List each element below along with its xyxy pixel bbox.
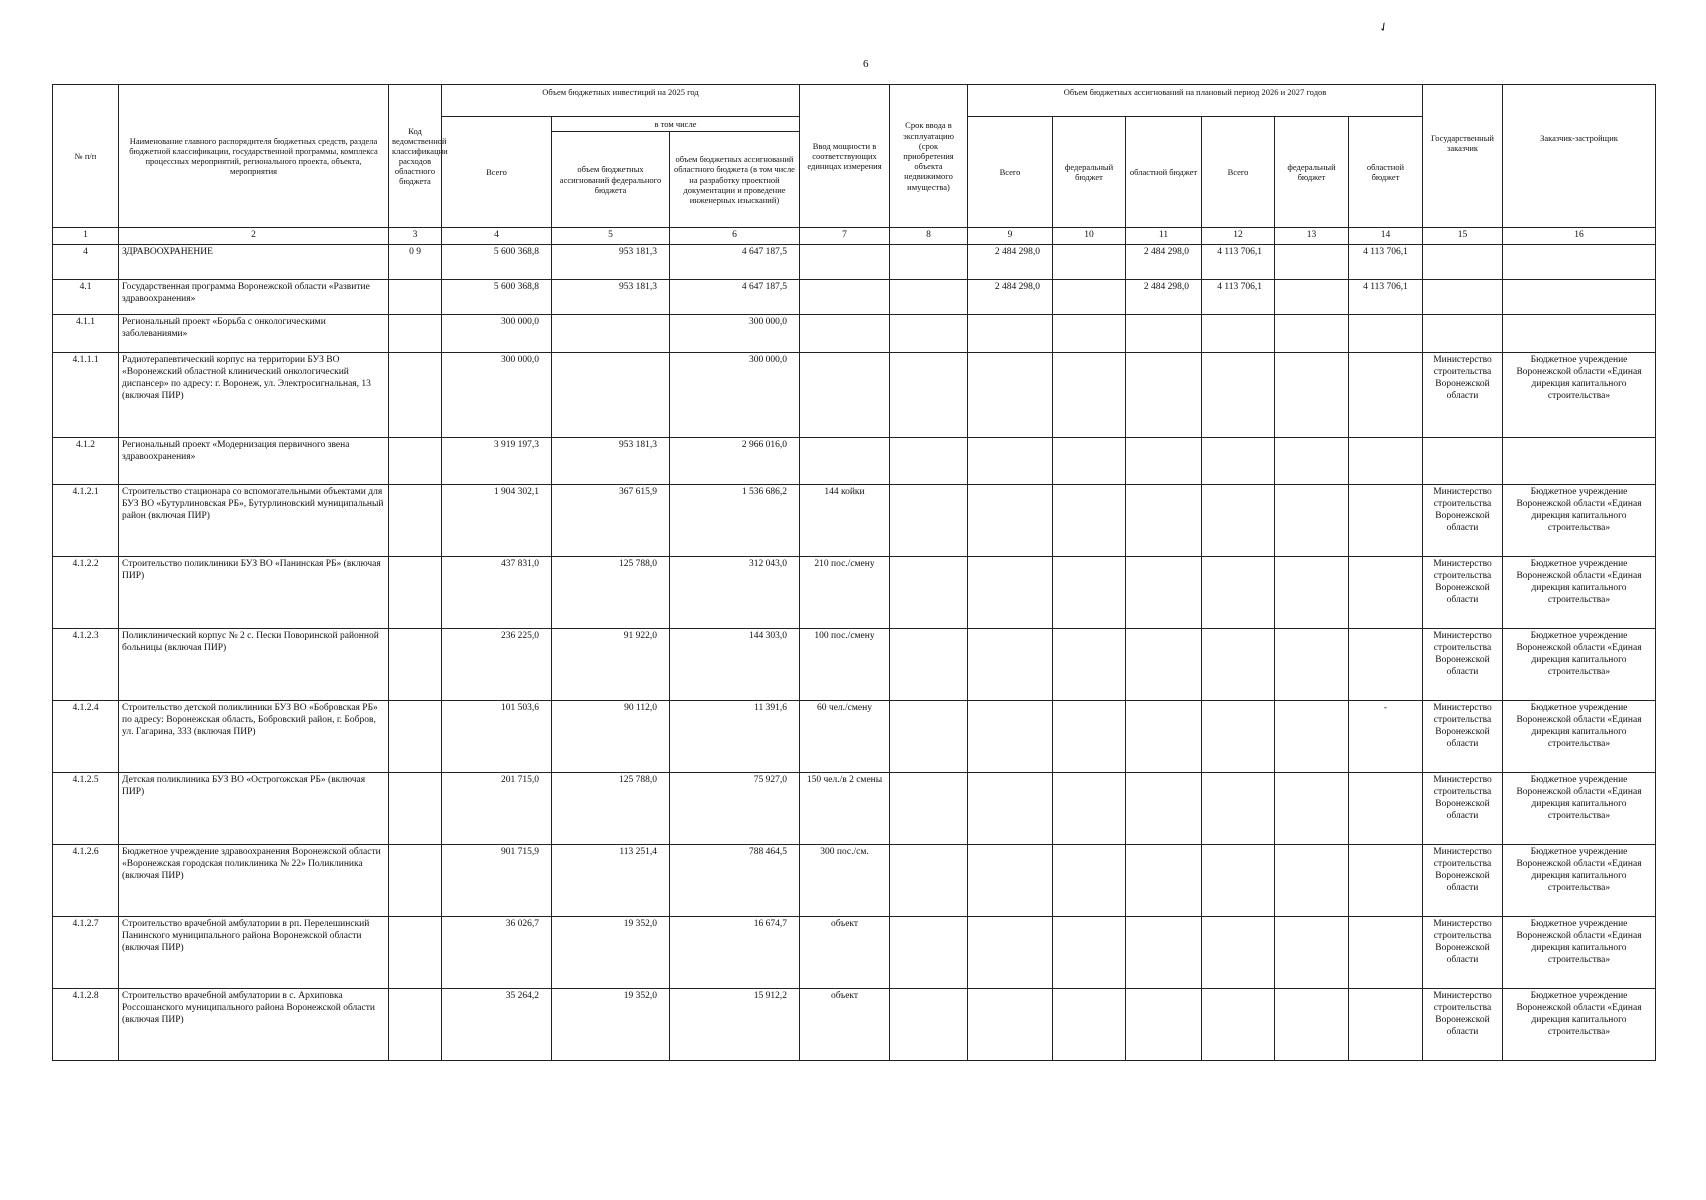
row-name: Бюджетное учреждение здравоохранения Воронежской области «Воронежская городская поликлиника № 22» Поликлиника (включая ПИР) [119, 845, 389, 917]
header-total-2027: Всего [1202, 117, 1275, 228]
row-code [389, 353, 442, 438]
row-federal-2027 [1275, 917, 1349, 989]
row-number: 4.1.1.1 [53, 353, 119, 438]
row-total-2025: 300 000,0 [442, 315, 552, 353]
row-developer: Бюджетное учреждение Воронежской области «Единая дирекция капитального строительства» [1503, 917, 1656, 989]
row-total-2027 [1202, 845, 1275, 917]
row-total-2025: 5 600 368,8 [442, 245, 552, 280]
col-number: 7 [800, 228, 890, 245]
row-name: ЗДРАВООХРАНЕНИЕ [119, 245, 389, 280]
row-code [389, 485, 442, 557]
row-federal-2026 [1053, 845, 1126, 917]
row-number: 4.1.2.2 [53, 557, 119, 629]
row-total-2026: 2 484 298,0 [968, 245, 1053, 280]
row-gov-customer [1423, 438, 1503, 485]
row-federal-2025: 953 181,3 [552, 438, 670, 485]
row-total-2026 [968, 315, 1053, 353]
row-deadline [890, 438, 968, 485]
row-federal-2027 [1275, 845, 1349, 917]
row-code [389, 989, 442, 1061]
header-federal-volume: объем бюджетных ассигнований федерального бюджета [552, 132, 670, 228]
row-federal-2027 [1275, 438, 1349, 485]
header-gov-customer: Государственный заказчик [1423, 85, 1503, 228]
header-plan-period: Объем бюджетных ассигнований на плановый период 2026 и 2027 годов [968, 85, 1423, 117]
row-federal-2026 [1053, 557, 1126, 629]
col-number: 13 [1275, 228, 1349, 245]
row-gov-customer: Министерство строительства Воронежской области [1423, 989, 1503, 1061]
row-number: 4.1 [53, 280, 119, 315]
row-number: 4.1.2.5 [53, 773, 119, 845]
row-capacity: 150 чел./в 2 смены [800, 773, 890, 845]
table-row [53, 485, 1656, 557]
row-number: 4 [53, 245, 119, 280]
row-gov-customer [1423, 315, 1503, 353]
row-gov-customer: Министерство строительства Воронежской области [1423, 629, 1503, 701]
table-row [53, 917, 1656, 989]
row-number: 4.1.2.6 [53, 845, 119, 917]
header-num: № п/п [53, 85, 119, 228]
header-capacity: Ввод мощности в соответствующих единицах измерения [800, 85, 890, 228]
row-federal-2025 [552, 353, 670, 438]
row-federal-2027 [1275, 280, 1349, 315]
row-regional-2025: 2 966 016,0 [670, 438, 800, 485]
row-gov-customer: Министерство строительства Воронежской области [1423, 773, 1503, 845]
row-regional-2026 [1126, 773, 1202, 845]
row-capacity: 100 пос./смену [800, 629, 890, 701]
row-developer: Бюджетное учреждение Воронежской области «Единая дирекция капитального строительства» [1503, 845, 1656, 917]
row-regional-2025: 144 303,0 [670, 629, 800, 701]
row-total-2025: 300 000,0 [442, 353, 552, 438]
row-total-2025: 236 225,0 [442, 629, 552, 701]
row-federal-2025: 953 181,3 [552, 245, 670, 280]
row-regional-2027 [1349, 485, 1423, 557]
row-regional-2027: 4 113 706,1 [1349, 280, 1423, 315]
row-regional-2025: 4 647 187,5 [670, 245, 800, 280]
row-regional-2027 [1349, 557, 1423, 629]
col-number: 3 [389, 228, 442, 245]
table-row [53, 629, 1656, 701]
row-regional-2026 [1126, 557, 1202, 629]
row-regional-2026 [1126, 353, 1202, 438]
row-deadline [890, 485, 968, 557]
table-row [53, 245, 1656, 280]
row-regional-2027 [1349, 845, 1423, 917]
table-row [53, 557, 1656, 629]
row-total-2025: 3 919 197,3 [442, 438, 552, 485]
row-deadline [890, 315, 968, 353]
row-total-2026 [968, 557, 1053, 629]
row-code [389, 845, 442, 917]
row-code [389, 557, 442, 629]
row-code: 0 9 [389, 245, 442, 280]
row-developer: Бюджетное учреждение Воронежской области «Единая дирекция капитального строительства» [1503, 629, 1656, 701]
header-investments-2025: Объем бюджетных инвестиций на 2025 год [442, 85, 800, 117]
row-regional-2026 [1126, 845, 1202, 917]
col-number: 9 [968, 228, 1053, 245]
row-federal-2027 [1275, 485, 1349, 557]
row-federal-2026 [1053, 438, 1126, 485]
row-total-2025: 35 264,2 [442, 989, 552, 1061]
col-number: 8 [890, 228, 968, 245]
row-federal-2025: 367 615,9 [552, 485, 670, 557]
row-capacity [800, 315, 890, 353]
header-regional-2026: областной бюджет [1126, 117, 1202, 228]
row-number: 4.1.2.8 [53, 989, 119, 1061]
col-number: 4 [442, 228, 552, 245]
page-number: 6 [863, 58, 869, 70]
row-name: Строительство врачебной амбулатории в рп. Перелешинский Панинского муниципального района Воронежской области (включая ПИР) [119, 917, 389, 989]
row-regional-2025: 300 000,0 [670, 353, 800, 438]
header-regional-volume: объем бюджетных ассигнований областного бюджета (в том числе на разработку проектной документации и проведение инженерных изысканий) [670, 132, 800, 228]
row-federal-2026 [1053, 773, 1126, 845]
col-number: 2 [119, 228, 389, 245]
row-name: Государственная программа Воронежской области «Развитие здравоохранения» [119, 280, 389, 315]
row-number: 4.1.2 [53, 438, 119, 485]
row-regional-2025: 300 000,0 [670, 315, 800, 353]
row-name: Радиотерапевтический корпус на территории БУЗ ВО «Воронежский областной клинический онкологический диспансер» по адресу: г. Воронеж, ул. Электросигнальная, 13 (включая ПИР) [119, 353, 389, 438]
row-capacity [800, 245, 890, 280]
header-federal-2027: федеральный бюджет [1275, 117, 1349, 228]
row-regional-2025: 1 536 686,2 [670, 485, 800, 557]
row-regional-2027: - [1349, 701, 1423, 773]
row-federal-2026 [1053, 353, 1126, 438]
row-regional-2027 [1349, 989, 1423, 1061]
row-regional-2027 [1349, 773, 1423, 845]
row-deadline [890, 917, 968, 989]
table-body [53, 245, 1656, 1061]
row-regional-2025: 4 647 187,5 [670, 280, 800, 315]
row-regional-2026: 2 484 298,0 [1126, 245, 1202, 280]
budget-table [52, 84, 1656, 1061]
row-total-2027 [1202, 353, 1275, 438]
row-federal-2026 [1053, 245, 1126, 280]
row-capacity: объект [800, 989, 890, 1061]
table-row [53, 845, 1656, 917]
row-federal-2025 [552, 315, 670, 353]
row-deadline [890, 629, 968, 701]
row-capacity: 210 пос./смену [800, 557, 890, 629]
row-total-2025: 437 831,0 [442, 557, 552, 629]
row-total-2027 [1202, 917, 1275, 989]
table-row [53, 438, 1656, 485]
row-regional-2025: 75 927,0 [670, 773, 800, 845]
header-regional-2027: областной бюджет [1349, 117, 1423, 228]
row-name: Региональный проект «Модернизация первичного звена здравоохранения» [119, 438, 389, 485]
row-total-2027: 4 113 706,1 [1202, 245, 1275, 280]
row-federal-2027 [1275, 989, 1349, 1061]
row-total-2026 [968, 353, 1053, 438]
col-number: 15 [1423, 228, 1503, 245]
row-federal-2027 [1275, 353, 1349, 438]
row-gov-customer: Министерство строительства Воронежской области [1423, 845, 1503, 917]
row-gov-customer: Министерство строительства Воронежской области [1423, 557, 1503, 629]
row-federal-2027 [1275, 773, 1349, 845]
row-regional-2027: 4 113 706,1 [1349, 245, 1423, 280]
row-developer [1503, 245, 1656, 280]
row-total-2027 [1202, 773, 1275, 845]
row-developer: Бюджетное учреждение Воронежской области «Единая дирекция капитального строительства» [1503, 989, 1656, 1061]
row-federal-2025: 125 788,0 [552, 773, 670, 845]
row-deadline [890, 989, 968, 1061]
header-name: Наименование главного распорядителя бюджетных средств, раздела бюджетной классификации, государственной программы, комплекса процессных мероприятий, регионального проекта, объекта, мероприятия [119, 85, 389, 228]
row-federal-2026 [1053, 701, 1126, 773]
header-code: Код ведомственной классификации расходов областного бюджета [389, 85, 442, 228]
row-federal-2025: 113 251,4 [552, 845, 670, 917]
row-name: Строительство поликлиники БУЗ ВО «Панинская РБ» (включая ПИР) [119, 557, 389, 629]
row-regional-2025: 16 674,7 [670, 917, 800, 989]
row-gov-customer: Министерство строительства Воронежской области [1423, 485, 1503, 557]
table-row [53, 315, 1656, 353]
row-federal-2027 [1275, 315, 1349, 353]
row-total-2025: 901 715,9 [442, 845, 552, 917]
row-federal-2027 [1275, 245, 1349, 280]
row-code [389, 629, 442, 701]
row-federal-2025: 91 922,0 [552, 629, 670, 701]
row-number: 4.1.2.4 [53, 701, 119, 773]
row-federal-2025: 19 352,0 [552, 989, 670, 1061]
row-regional-2026 [1126, 989, 1202, 1061]
header-developer: Заказчик-застройщик [1503, 85, 1656, 228]
row-developer: Бюджетное учреждение Воронежской области «Единая дирекция капитального строительства» [1503, 557, 1656, 629]
row-total-2027: 4 113 706,1 [1202, 280, 1275, 315]
row-federal-2025: 19 352,0 [552, 917, 670, 989]
header-including: в том числе [552, 117, 800, 132]
row-number: 4.1.2.3 [53, 629, 119, 701]
table-row [53, 280, 1656, 315]
row-capacity [800, 353, 890, 438]
row-total-2027 [1202, 557, 1275, 629]
row-gov-customer: Министерство строительства Воронежской области [1423, 353, 1503, 438]
row-total-2026 [968, 845, 1053, 917]
row-developer: Бюджетное учреждение Воронежской области «Единая дирекция капитального строительства» [1503, 701, 1656, 773]
row-name: Поликлинический корпус № 2 с. Пески Поворинской районной больницы (включая ПИР) [119, 629, 389, 701]
col-number: 11 [1126, 228, 1202, 245]
row-deadline [890, 557, 968, 629]
row-capacity [800, 438, 890, 485]
row-total-2026 [968, 701, 1053, 773]
header-total-2025: Всего [442, 117, 552, 228]
col-number: 5 [552, 228, 670, 245]
row-number: 4.1.2.1 [53, 485, 119, 557]
row-gov-customer [1423, 245, 1503, 280]
row-regional-2025: 312 043,0 [670, 557, 800, 629]
row-capacity [800, 280, 890, 315]
row-total-2027 [1202, 485, 1275, 557]
table-header [53, 85, 1656, 245]
row-code [389, 917, 442, 989]
row-federal-2026 [1053, 629, 1126, 701]
row-total-2025: 36 026,7 [442, 917, 552, 989]
row-total-2027 [1202, 438, 1275, 485]
row-number: 4.1.2.7 [53, 917, 119, 989]
table-row [53, 773, 1656, 845]
row-name: Строительство стационара со вспомогательными объектами для БУЗ ВО «Бутурлиновская РБ», Бутурлиновский муниципальный район (включая ПИР) [119, 485, 389, 557]
col-number: 14 [1349, 228, 1423, 245]
col-number: 12 [1202, 228, 1275, 245]
row-deadline [890, 773, 968, 845]
row-total-2026 [968, 773, 1053, 845]
col-number: 1 [53, 228, 119, 245]
row-name: Детская поликлиника БУЗ ВО «Острогожская РБ» (включая ПИР) [119, 773, 389, 845]
row-capacity: 300 пос./см. [800, 845, 890, 917]
row-regional-2027 [1349, 629, 1423, 701]
row-deadline [890, 845, 968, 917]
row-regional-2026 [1126, 315, 1202, 353]
col-number: 10 [1053, 228, 1126, 245]
row-total-2027 [1202, 629, 1275, 701]
row-federal-2026 [1053, 917, 1126, 989]
col-number: 16 [1503, 228, 1656, 245]
row-federal-2026 [1053, 989, 1126, 1061]
row-developer [1503, 280, 1656, 315]
row-developer [1503, 315, 1656, 353]
row-developer: Бюджетное учреждение Воронежской области «Единая дирекция капитального строительства» [1503, 485, 1656, 557]
row-total-2025: 101 503,6 [442, 701, 552, 773]
row-name: Региональный проект «Борьба с онкологическими заболеваниями» [119, 315, 389, 353]
row-code [389, 280, 442, 315]
row-code [389, 701, 442, 773]
row-code [389, 315, 442, 353]
row-deadline [890, 245, 968, 280]
row-total-2025: 1 904 302,1 [442, 485, 552, 557]
row-gov-customer: Министерство строительства Воронежской области [1423, 701, 1503, 773]
table-row [53, 353, 1656, 438]
row-regional-2027 [1349, 353, 1423, 438]
row-regional-2025: 11 391,6 [670, 701, 800, 773]
row-regional-2026 [1126, 485, 1202, 557]
row-developer: Бюджетное учреждение Воронежской области «Единая дирекция капитального строительства» [1503, 353, 1656, 438]
row-regional-2026: 2 484 298,0 [1126, 280, 1202, 315]
row-regional-2027 [1349, 917, 1423, 989]
table-row [53, 701, 1656, 773]
row-regional-2026 [1126, 629, 1202, 701]
header-total-2026: Всего [968, 117, 1053, 228]
row-federal-2026 [1053, 280, 1126, 315]
row-federal-2027 [1275, 557, 1349, 629]
row-total-2026: 2 484 298,0 [968, 280, 1053, 315]
row-total-2026 [968, 485, 1053, 557]
row-total-2027 [1202, 701, 1275, 773]
row-deadline [890, 280, 968, 315]
row-total-2025: 5 600 368,8 [442, 280, 552, 315]
row-federal-2026 [1053, 315, 1126, 353]
row-total-2027 [1202, 989, 1275, 1061]
row-deadline [890, 353, 968, 438]
row-federal-2025: 125 788,0 [552, 557, 670, 629]
col-number: 6 [670, 228, 800, 245]
row-regional-2026 [1126, 917, 1202, 989]
row-total-2025: 201 715,0 [442, 773, 552, 845]
row-number: 4.1.1 [53, 315, 119, 353]
column-numbers-row [53, 228, 1656, 245]
row-federal-2027 [1275, 701, 1349, 773]
header-federal-2026: федеральный бюджет [1053, 117, 1126, 228]
row-name: Строительство врачебной амбулатории в с. Архиповка Россошанского муниципального района Воронежской области (включая ПИР) [119, 989, 389, 1061]
row-regional-2025: 788 464,5 [670, 845, 800, 917]
row-gov-customer: Министерство строительства Воронежской области [1423, 917, 1503, 989]
row-capacity: 60 чел./смену [800, 701, 890, 773]
row-federal-2026 [1053, 485, 1126, 557]
row-federal-2025: 953 181,3 [552, 280, 670, 315]
row-total-2026 [968, 917, 1053, 989]
row-regional-2025: 15 912,2 [670, 989, 800, 1061]
page-mark: ✓ [1375, 18, 1392, 36]
row-code [389, 773, 442, 845]
row-total-2026 [968, 629, 1053, 701]
row-capacity: объект [800, 917, 890, 989]
row-developer: Бюджетное учреждение Воронежской области «Единая дирекция капитального строительства» [1503, 773, 1656, 845]
table-row [53, 989, 1656, 1061]
row-capacity: 144 койки [800, 485, 890, 557]
row-federal-2027 [1275, 629, 1349, 701]
row-deadline [890, 701, 968, 773]
row-total-2026 [968, 989, 1053, 1061]
row-federal-2025: 90 112,0 [552, 701, 670, 773]
row-developer [1503, 438, 1656, 485]
row-regional-2027 [1349, 438, 1423, 485]
row-code [389, 438, 442, 485]
row-total-2026 [968, 438, 1053, 485]
row-regional-2026 [1126, 438, 1202, 485]
row-regional-2027 [1349, 315, 1423, 353]
row-total-2027 [1202, 315, 1275, 353]
row-regional-2026 [1126, 701, 1202, 773]
row-name: Строительство детской поликлиники БУЗ ВО «Бобровская РБ» по адресу: Воронежская область, Бобровский район, г. Бобров, ул. Гагарина, 333 (включая ПИР) [119, 701, 389, 773]
row-gov-customer [1423, 280, 1503, 315]
header-deadline: Срок ввода в эксплуатацию (срок приобретения объекта недвижимого имущества) [890, 85, 968, 228]
